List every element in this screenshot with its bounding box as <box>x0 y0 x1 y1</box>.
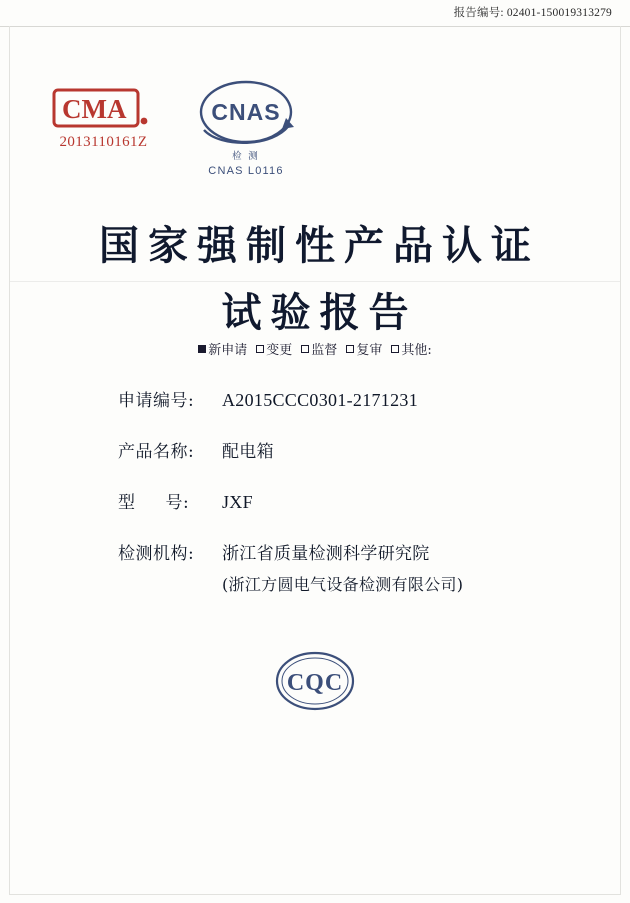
document-title-line1: 国家强制性产品认证 <box>99 222 540 269</box>
scan-border-top <box>0 26 630 27</box>
cnas-mark-block <box>176 78 316 177</box>
application-type-option-2[interactable] <box>301 339 337 358</box>
cnas-icon <box>190 78 302 152</box>
field-block <box>118 386 538 595</box>
cnas-sub-label: 检 测 <box>232 151 260 162</box>
cnas-code: CNAS L0116 <box>208 165 284 177</box>
checkbox-icon[interactable] <box>391 345 399 353</box>
field-value-product-name: 配电箱 <box>222 442 274 462</box>
field-value-application-no: A2015CCC0301-2171231 <box>222 390 419 410</box>
checkbox-icon[interactable] <box>256 345 264 353</box>
scan-border-bottom <box>9 894 621 895</box>
field-label-model-part2: 号: <box>165 493 190 513</box>
checkbox-icon[interactable] <box>198 345 206 353</box>
svg-text:CQC: CQC <box>286 670 344 696</box>
application-type-option-4[interactable] <box>391 339 431 358</box>
report-number-strip <box>0 0 630 24</box>
application-type-label-0: 新申请 <box>208 343 248 358</box>
field-label-testing-org: 检测机构: <box>118 544 195 564</box>
report-number-label: 报告编号: <box>453 7 504 19</box>
svg-text:CMA: CMA <box>61 94 126 124</box>
application-type-label-2: 监督 <box>311 343 338 358</box>
application-type-option-3[interactable] <box>346 339 382 358</box>
field-label-model-part1: 型 <box>118 493 136 513</box>
checkbox-icon[interactable] <box>301 345 309 353</box>
cma-icon <box>52 88 156 128</box>
cma-number: 2013110161Z <box>59 134 148 150</box>
field-value-model: JXF <box>222 492 253 512</box>
application-type-label-3: 复审 <box>356 343 383 358</box>
field-model <box>118 488 538 513</box>
application-type-row <box>0 339 630 358</box>
field-product-name <box>118 437 538 462</box>
svg-text:CNAS: CNAS <box>211 99 281 125</box>
cma-mark-block <box>36 88 171 151</box>
accreditation-marks <box>0 78 630 188</box>
report-number-value: 02401-150019313279 <box>506 7 612 19</box>
application-type-label-1: 变更 <box>266 343 293 358</box>
field-application-no <box>118 386 538 411</box>
document-title-line2: 试验报告 <box>221 289 418 336</box>
application-type-option-1[interactable] <box>256 339 292 358</box>
report-number <box>454 4 612 20</box>
application-type-option-0[interactable] <box>198 339 247 358</box>
field-value-testing-org: 浙江省质量检测科学研究院 <box>222 544 430 564</box>
field-label-model <box>118 488 222 513</box>
cqc-seal-icon <box>0 645 630 722</box>
field-testing-org <box>118 539 538 564</box>
field-label-product-name: 产品名称: <box>118 442 195 462</box>
application-type-label-4: 其他: <box>401 343 432 358</box>
field-label-application-no: 申请编号: <box>118 391 195 411</box>
field-value-testing-org-sub: (浙江方圆电气设备检测有限公司) <box>222 575 464 594</box>
checkbox-icon[interactable] <box>346 345 354 353</box>
